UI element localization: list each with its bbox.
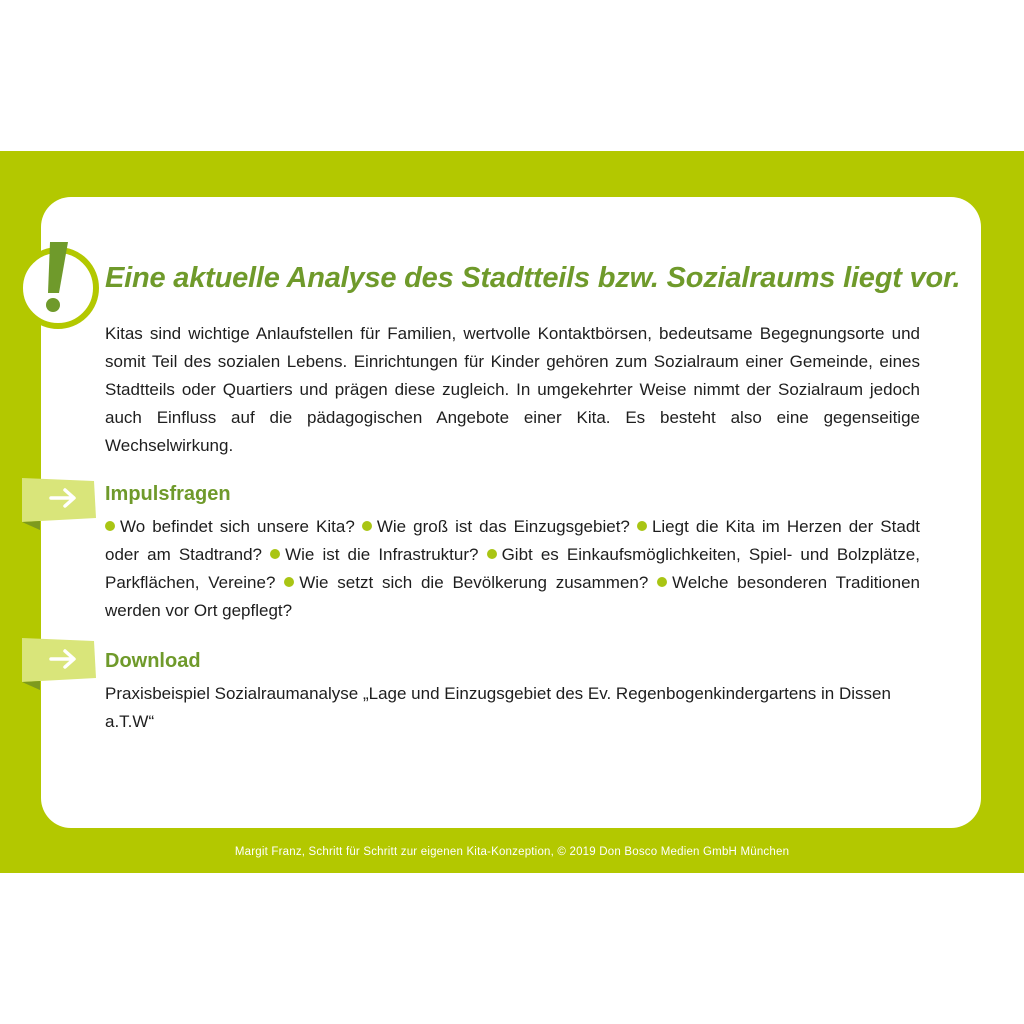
question-item: Wie groß ist das Einzugsgebiet?: [376, 517, 630, 536]
impulse-heading: Impulsfragen: [105, 483, 231, 505]
bullet-icon: [657, 577, 667, 587]
download-link[interactable]: Praxisbeispiel Sozialraumanalyse „Lage und Einzugsgebiet des Ev. Regenbogenkindergartens in Dissen a.T.W“: [105, 684, 891, 731]
download-heading: Download: [105, 650, 201, 672]
bullet-icon: [637, 521, 647, 531]
arrow-right-icon: [49, 648, 79, 670]
impulse-questions: [105, 513, 920, 625]
bullet-icon: [487, 549, 497, 559]
bullet-icon: [362, 521, 372, 531]
question-item: Gibt es Einkaufsmöglichkeiten, Spiel- und Bolzplätze, Parkflächen, Vereine?: [105, 545, 920, 592]
intro-paragraph: Kitas sind wichtige Anlaufstellen für Familien, wertvolle Kontaktbörsen, bedeutsame Begegnungsorte und somit Teil des sozialen Lebens. Einrichtungen für Kinder gehören zum Sozialraum einer Gemeinde, eines Stadtteils oder Quartiers und prägen diese zugleich. In umgekehrter Weise nimmt der Sozialraum jedoch auch Einfluss auf die pädagogischen Angebote einer Kita. Es besteht also eine gegenseitige Wechselwirkung.: [105, 324, 920, 455]
page-title: Eine aktuelle Analyse des Stadtteils bzw. Sozialraums liegt vor.: [105, 262, 961, 294]
bullet-icon: [284, 577, 294, 587]
question-item: Wie setzt sich die Bevölkerung zusammen?: [299, 573, 649, 592]
bullet-icon: [105, 521, 115, 531]
question-item: Liegt die Kita im Herzen der Stadt oder am Stadtrand?: [105, 517, 920, 564]
bullet-icon: [270, 549, 280, 559]
footer-credit: Margit Franz, Schritt für Schritt zur eigenen Kita-Konzeption, © 2019 Don Bosco Medien GmbH München: [234, 846, 790, 858]
question-item: Wie ist die Infrastruktur?: [285, 545, 479, 564]
question-item: Wo befindet sich unsere Kita?: [120, 517, 355, 536]
arrow-right-icon: [49, 487, 79, 509]
question-item: Welche besonderen Traditionen werden vor Ort gepflegt?: [105, 573, 920, 620]
exclamation-icon: [28, 238, 78, 318]
